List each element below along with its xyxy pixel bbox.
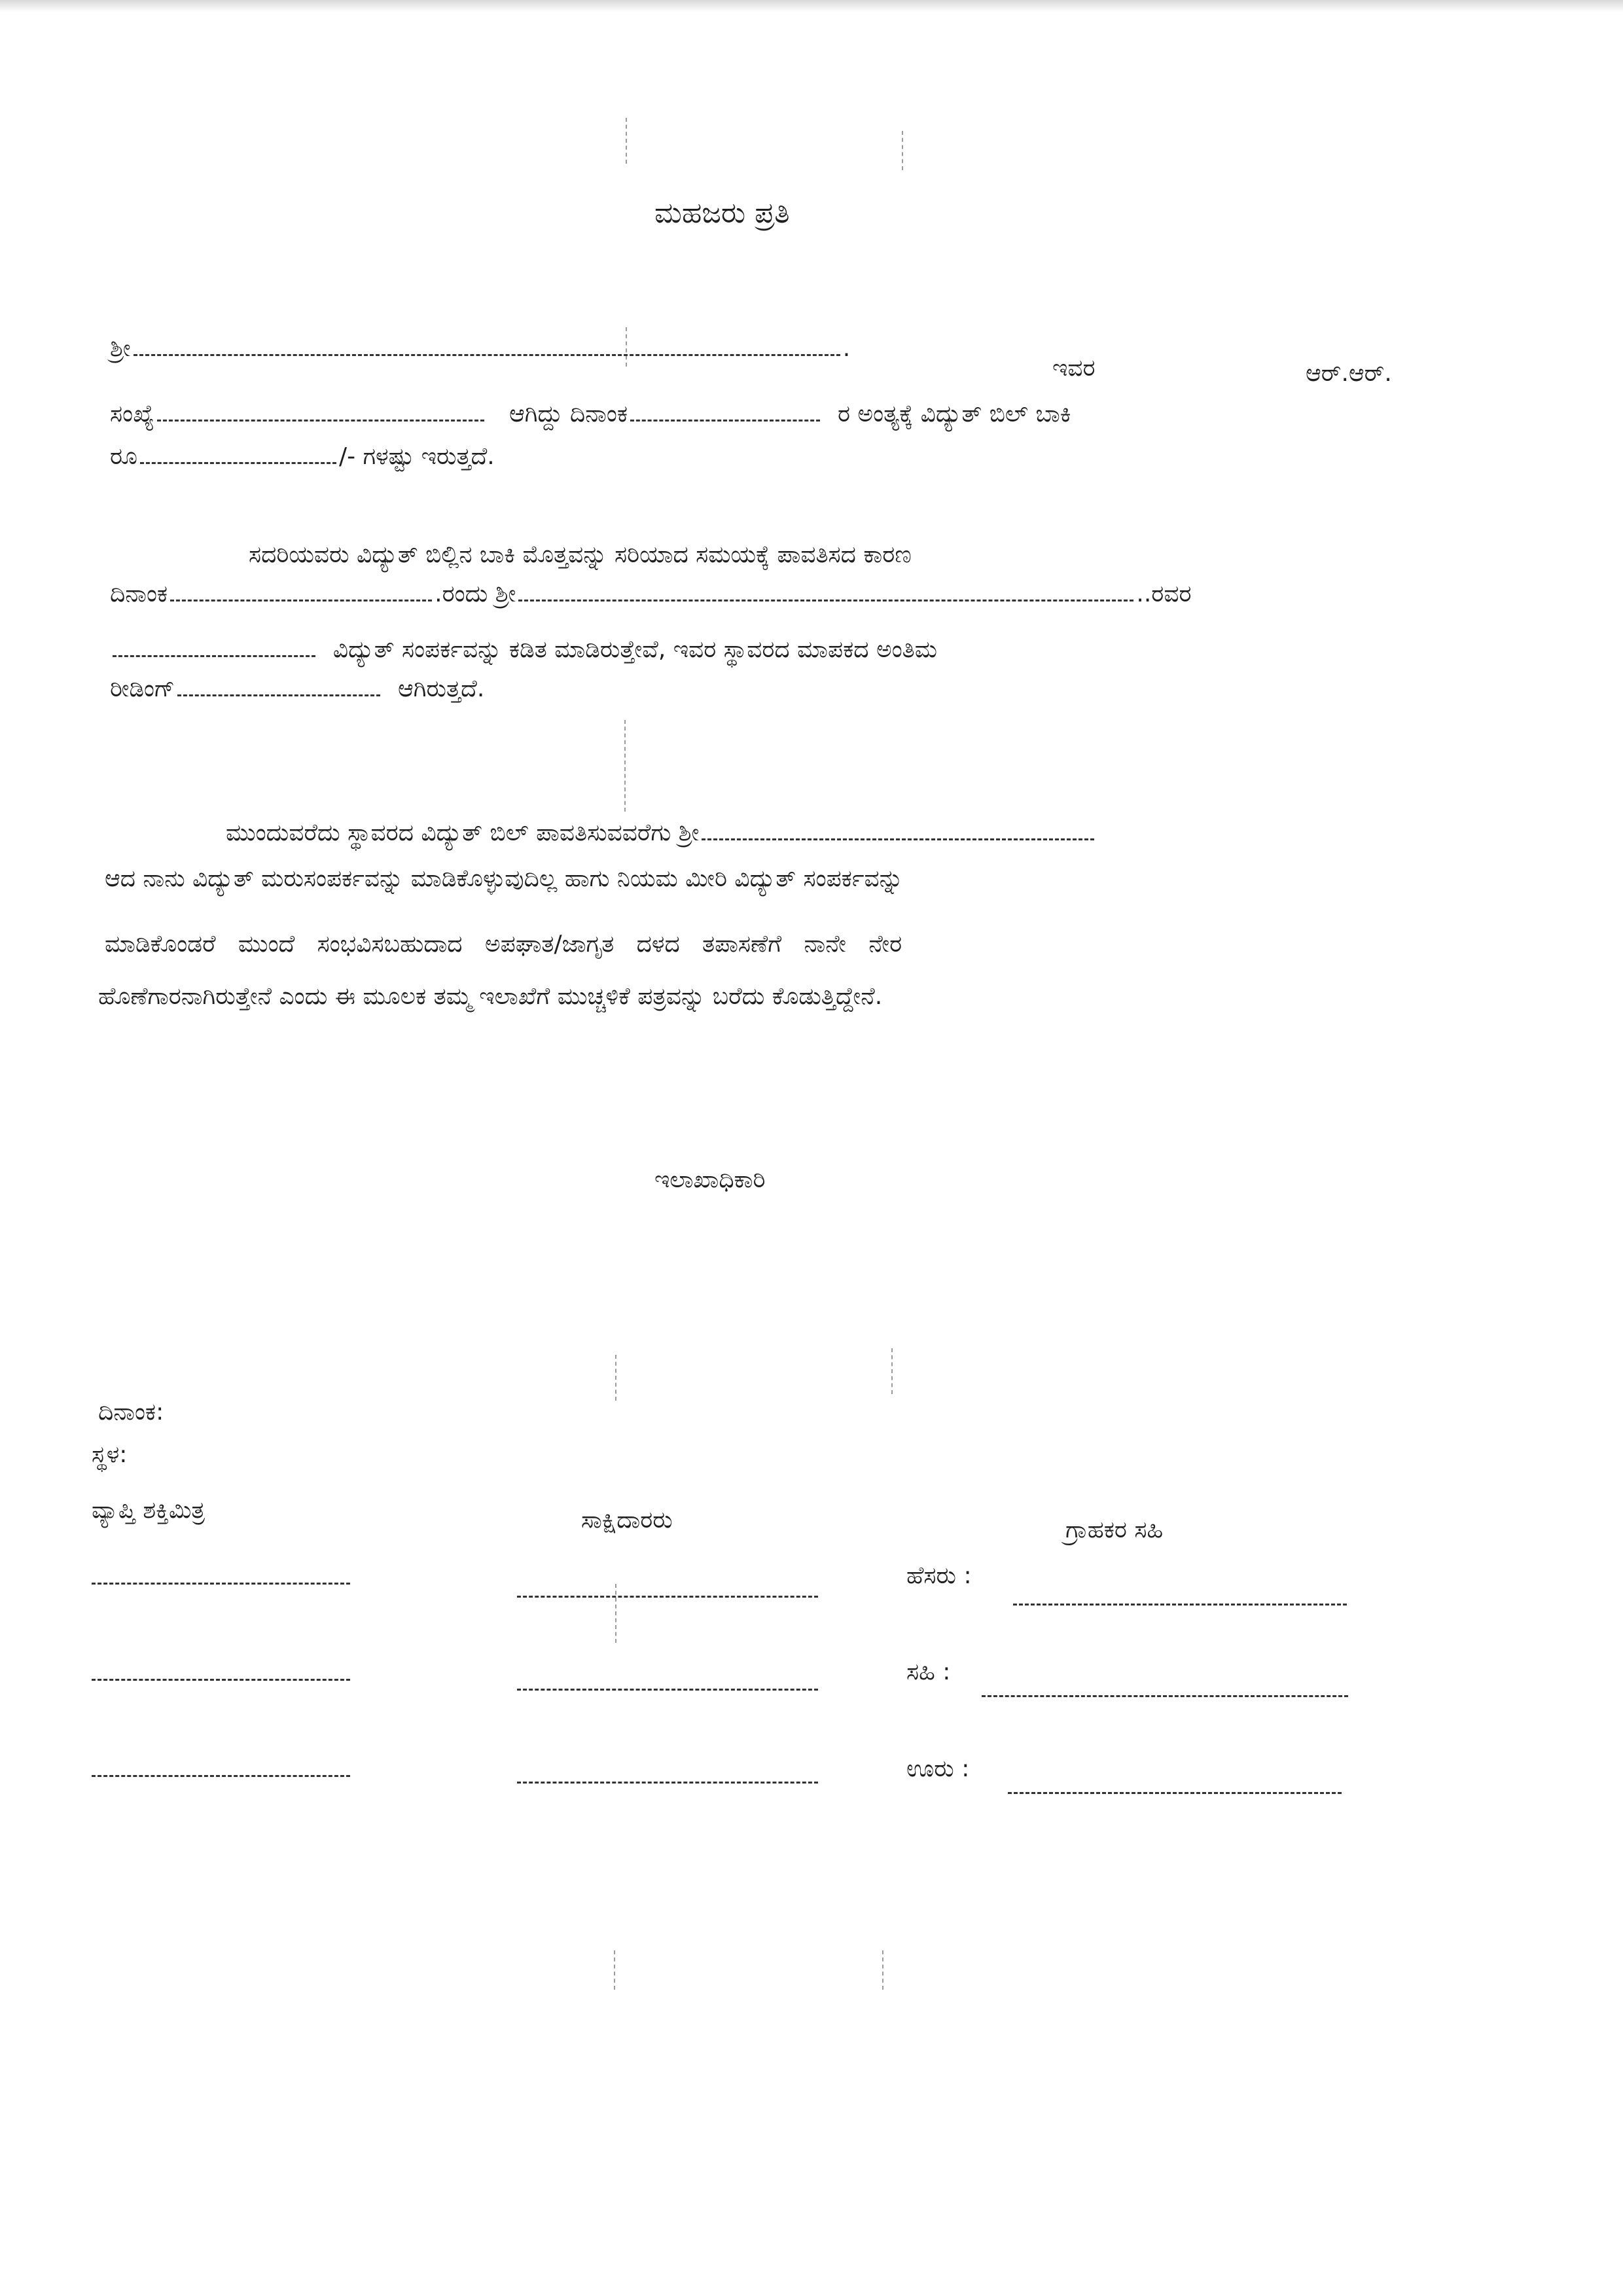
ooru-field	[1008, 1792, 1342, 1794]
para3-line4: ಹೊಣೆಗಾರನಾಗಿರುತ್ತೇನೆ ಎಂದು ಈ ಮೂಲಕ ತಮ್ಮ ಇಲಾಖೆಗೆ ಮುಚ್ಚಳಿಕೆ ಪತ್ರವನ್ನು ಬರೆದು ಕೊಡುತ್ತಿದ್ದೇನೆ.	[98, 983, 883, 1010]
fold-line	[882, 1950, 883, 1990]
col1-signature-line	[92, 1775, 350, 1777]
label-reading: ರೀಡಿಂಗ್	[110, 675, 175, 702]
label-ra-antyakke: ರ ಅಂತ್ಯಕ್ಕೆ ವಿದ್ಯುತ್ ಬಿಲ್ ಬಾಕಿ	[837, 401, 1071, 427]
page-title: ಮಹಜರು ಪ್ರತಿ	[654, 196, 790, 230]
blank-rr-number	[157, 420, 484, 422]
label-sankhye: ಸಂಖ್ಯೆ	[110, 401, 154, 427]
col2-signature-line	[517, 1782, 818, 1784]
label-ooru: ಊರು :	[906, 1755, 970, 1782]
para3-line1-text: ಮುಂದುವರೆದು ಸ್ಥಾವರದ ವಿದ್ಯುತ್ ಬಿಲ್ ಪಾವತಿಸುವವರೆಗು ಶ್ರೀ	[226, 819, 700, 846]
label-ivara: ಇವರ	[1052, 355, 1096, 382]
para2-line1: ಸದರಿಯವರು ವಿದ್ಯುತ್ ಬಿಲ್ಲಿನ ಬಾಕಿ ಮೊತ್ತವನ್ನು ಸರಿಯಾದ ಸಮಯಕ್ಕೆ ಪಾವತಿಸದ ಕಾರಣ	[249, 541, 912, 568]
fold-line	[624, 720, 626, 812]
sahi-field	[982, 1695, 1348, 1697]
col3-title: ಗ್ರಾಹಕರ ಸಹಿ	[1065, 1516, 1164, 1543]
label-sahi: ಸಹಿ :	[906, 1659, 951, 1685]
para1-line2	[110, 399, 1071, 429]
blank-amount	[140, 462, 336, 464]
col2-signature-line	[517, 1596, 818, 1598]
col2-signature-line	[517, 1689, 818, 1691]
label-dinanka: ದಿನಾಂಕ	[110, 581, 168, 607]
fold-line	[615, 1584, 616, 1643]
para2-line3	[110, 635, 937, 665]
fold-line	[626, 118, 627, 164]
label-hesaru: ಹೆಸರು :	[906, 1562, 972, 1589]
officer-label: ಇಲಾಖಾಧಿಕಾರಿ	[654, 1166, 766, 1193]
para1-line3	[110, 442, 495, 472]
blank-name	[134, 354, 840, 356]
label-ravara: ..ರವರ	[1136, 581, 1192, 607]
footer-dinanka: ದಿನಾಂಕ:	[98, 1399, 164, 1426]
col2-title: ಸಾಕ್ಷಿದಾರರು	[581, 1507, 673, 1534]
blank-reading	[177, 694, 380, 696]
para1-line1: ಶ್ರೀ .	[110, 335, 851, 362]
footer-sthala: ಸ್ಥಳ:	[92, 1441, 128, 1468]
col1-signature-line	[92, 1583, 350, 1585]
blank-person	[518, 600, 1133, 601]
scan-top-edge	[0, 0, 1623, 12]
label-ru: ರೂ	[110, 443, 138, 470]
label-randu-sri: .ರಂದು ಶ್ರೀ	[435, 581, 516, 607]
label-rr: ಆರ್.ಆರ್.	[1306, 360, 1392, 387]
label-galashtu: /- ಗಳಷ್ಟು ಇರುತ್ತದೆ.	[339, 443, 495, 470]
blank-disconnect-date	[170, 600, 432, 601]
fold-line	[891, 1348, 893, 1394]
blank-payer	[702, 838, 1094, 840]
fold-line	[902, 131, 903, 170]
para2-line2	[110, 579, 1192, 609]
fold-line	[614, 1950, 615, 1990]
col1-title: ವ್ಯಾಪ್ತಿ ಶಕ್ತಿಮಿತ್ರ	[92, 1497, 205, 1524]
para3-line2: ಆದ ನಾನು ವಿದ್ಯುತ್ ಮರುಸಂಪರ್ಕವನ್ನು ಮಾಡಿಕೊಳ್ಳುವುದಿಲ್ಲ ಹಾಗು ನಿಯಮ ಮೀರಿ ವಿದ್ಯುತ್ ಸಂಪರ್ಕವನ್ನು	[105, 865, 903, 892]
blank-connection	[113, 655, 315, 657]
fold-line	[615, 1355, 616, 1401]
label-sri: ಶ್ರೀ	[110, 335, 131, 362]
para2-line3-text: ವಿದ್ಯುತ್ ಸಂಪರ್ಕವನ್ನು ಕಡಿತ ಮಾಡಿರುತ್ತೇವೆ, ಇವರ ಸ್ಥಾವರದ ಮಾಪಕದ ಅಂತಿಮ	[332, 636, 937, 663]
para3-line3: ಮಾಡಿಕೊಂಡರೆ ಮುಂದೆ ಸಂಭವಿಸಬಹುದಾದ ಅಪಘಾತ/ಜಾಗೃತ ದಳದ ತಪಾಸಣೆಗೆ ನಾನೇ ನೇರ	[105, 931, 902, 958]
blank-date	[630, 420, 820, 422]
label-agiddu-dinanka: ಆಗಿದ್ದು ದಿನಾಂಕ	[509, 401, 628, 427]
col1-signature-line	[92, 1679, 350, 1681]
para3-line1	[226, 818, 1097, 848]
label-agiruttade: ಆಗಿರುತ್ತದೆ.	[398, 675, 485, 702]
para2-line4	[110, 674, 484, 704]
hesaru-field	[1013, 1604, 1347, 1605]
